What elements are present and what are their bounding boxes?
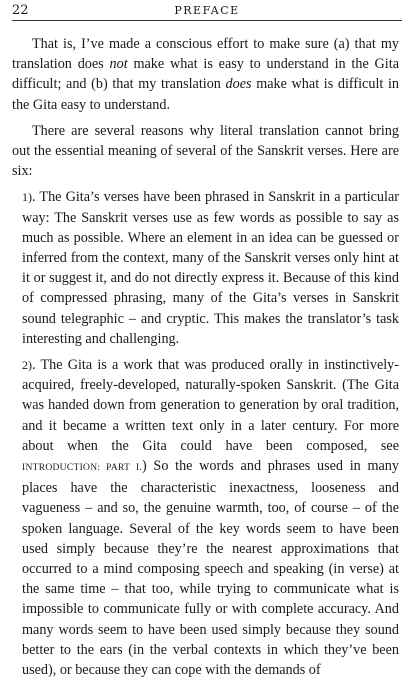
list-item-1 — [12, 187, 399, 349]
emphasis-not: not — [109, 56, 128, 73]
list-item-1-text: . The Gita’s verses have been phrased in Sanskrit in a particular way: The Sanskrit verses use as few words as possible to say as much as possible. Where an element in an idea can be guessed or inferred from the context, many of the Sanskrit verses only hint at it or suggest it, and do not directly express it. Because of this kind of compressed phrasing, many of the Gita’s verses in Sanskrit sound telegraphic – and cryptic. This makes the translator’s task interesting and challenging. — [22, 189, 399, 347]
emphasis-does: does — [225, 76, 252, 93]
list-item-2-text-b: ) So the words and phrases used in many places have the characteristic inexactness, looseness and vagueness – and so, the genuine warmth, too, of course – of the spoken language. Several of the key words seem to have been used simply because they’re the nearest approximations that occurred to a mind composing speech and speaking (in verse) at the same time – that too, while trying to communicate what is impossible to communicate fully or with complete accuracy. And many words seem to have been used simply because they sound better to the ears (in the verbal contexts in which they’ve been used), or because they can cope with the demands of — [22, 458, 399, 679]
paragraph-1 — [12, 34, 399, 115]
list-item-1-number: 1) — [22, 190, 32, 205]
body-text — [12, 34, 399, 680]
page-number: 22 — [12, 2, 29, 18]
list-item-2-text-a: . The Gita is a work that was produced orally in instinctively-acquired, freely-developed, naturally-spoken Sanskrit. (The Gita was handed down from generation to generation by oral tradition, and it became a written text only in a later century. For more about when the Gita could have been composed, see — [22, 357, 399, 454]
list-item-2-number: 2) — [22, 358, 32, 373]
paragraph-1-part-b: make what is easy to understand in the Gita difficult; and (b) that my translation — [12, 56, 399, 93]
page-header — [12, 0, 402, 21]
paragraph-1-part-c: make what is difficult in the Gita easy to understand. — [12, 76, 399, 113]
list-item-2 — [12, 355, 399, 680]
cross-reference: INTRODUCTION: PART I. — [22, 463, 142, 474]
paragraph-1-part-a: That is, I’ve made a conscious effort to make sure (a) that my translation does — [12, 36, 399, 73]
running-head: PREFACE — [174, 3, 240, 17]
paragraph-2: There are several reasons why literal translation cannot bring out the essential meaning of several of the Sanskrit verses. Here are six: — [12, 122, 399, 180]
